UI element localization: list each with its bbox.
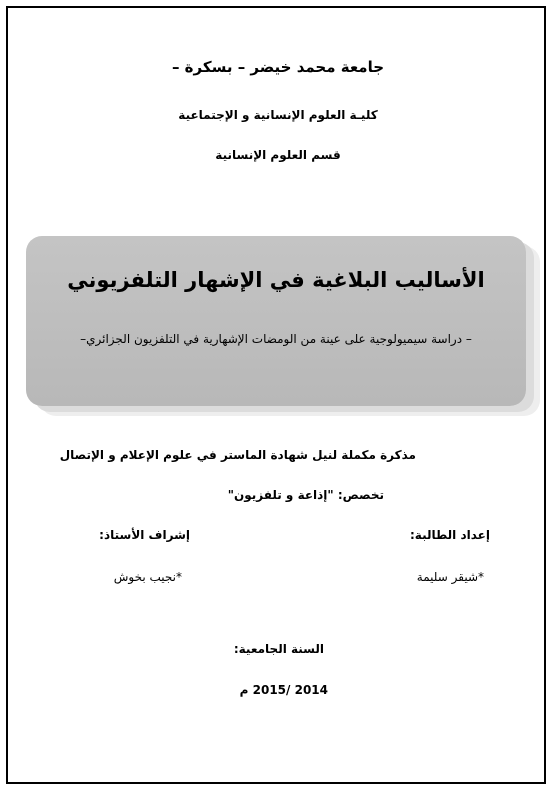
thesis-specialty: تخصص: "إذاعة و تلفزيون"	[227, 488, 384, 502]
supervisor-name: *نجيب بخوش	[113, 570, 182, 584]
student-label: إعداد الطالبة:	[410, 528, 490, 542]
academic-year-label: السنة الجامعية:	[233, 642, 324, 656]
university-name: جامعة محمد خيضر – بسكرة –	[171, 58, 385, 76]
academic-year-value: 2014 /2015 م	[239, 683, 328, 697]
thesis-description: مذكرة مكملة لنيل شهادة الماستر في علوم الإعلام و الإتصال	[59, 448, 416, 462]
supervisor-label: إشراف الأستاذ:	[99, 528, 190, 542]
thesis-subtitle: – دراسة سيميولوجية على عينة من الومضات الإشهارية في التلفزيون الجزائري–	[80, 332, 472, 346]
faculty-name: كليـة العلوم الإنسانية و الإجتماعية	[178, 108, 378, 122]
student-name: *شيقر سليمة	[416, 570, 484, 584]
department-name: قسم العلوم الإنسانية	[215, 148, 341, 162]
title-box	[26, 236, 526, 406]
thesis-title: الأساليب البلاغية في الإشهار التلفزيوني	[67, 268, 485, 292]
